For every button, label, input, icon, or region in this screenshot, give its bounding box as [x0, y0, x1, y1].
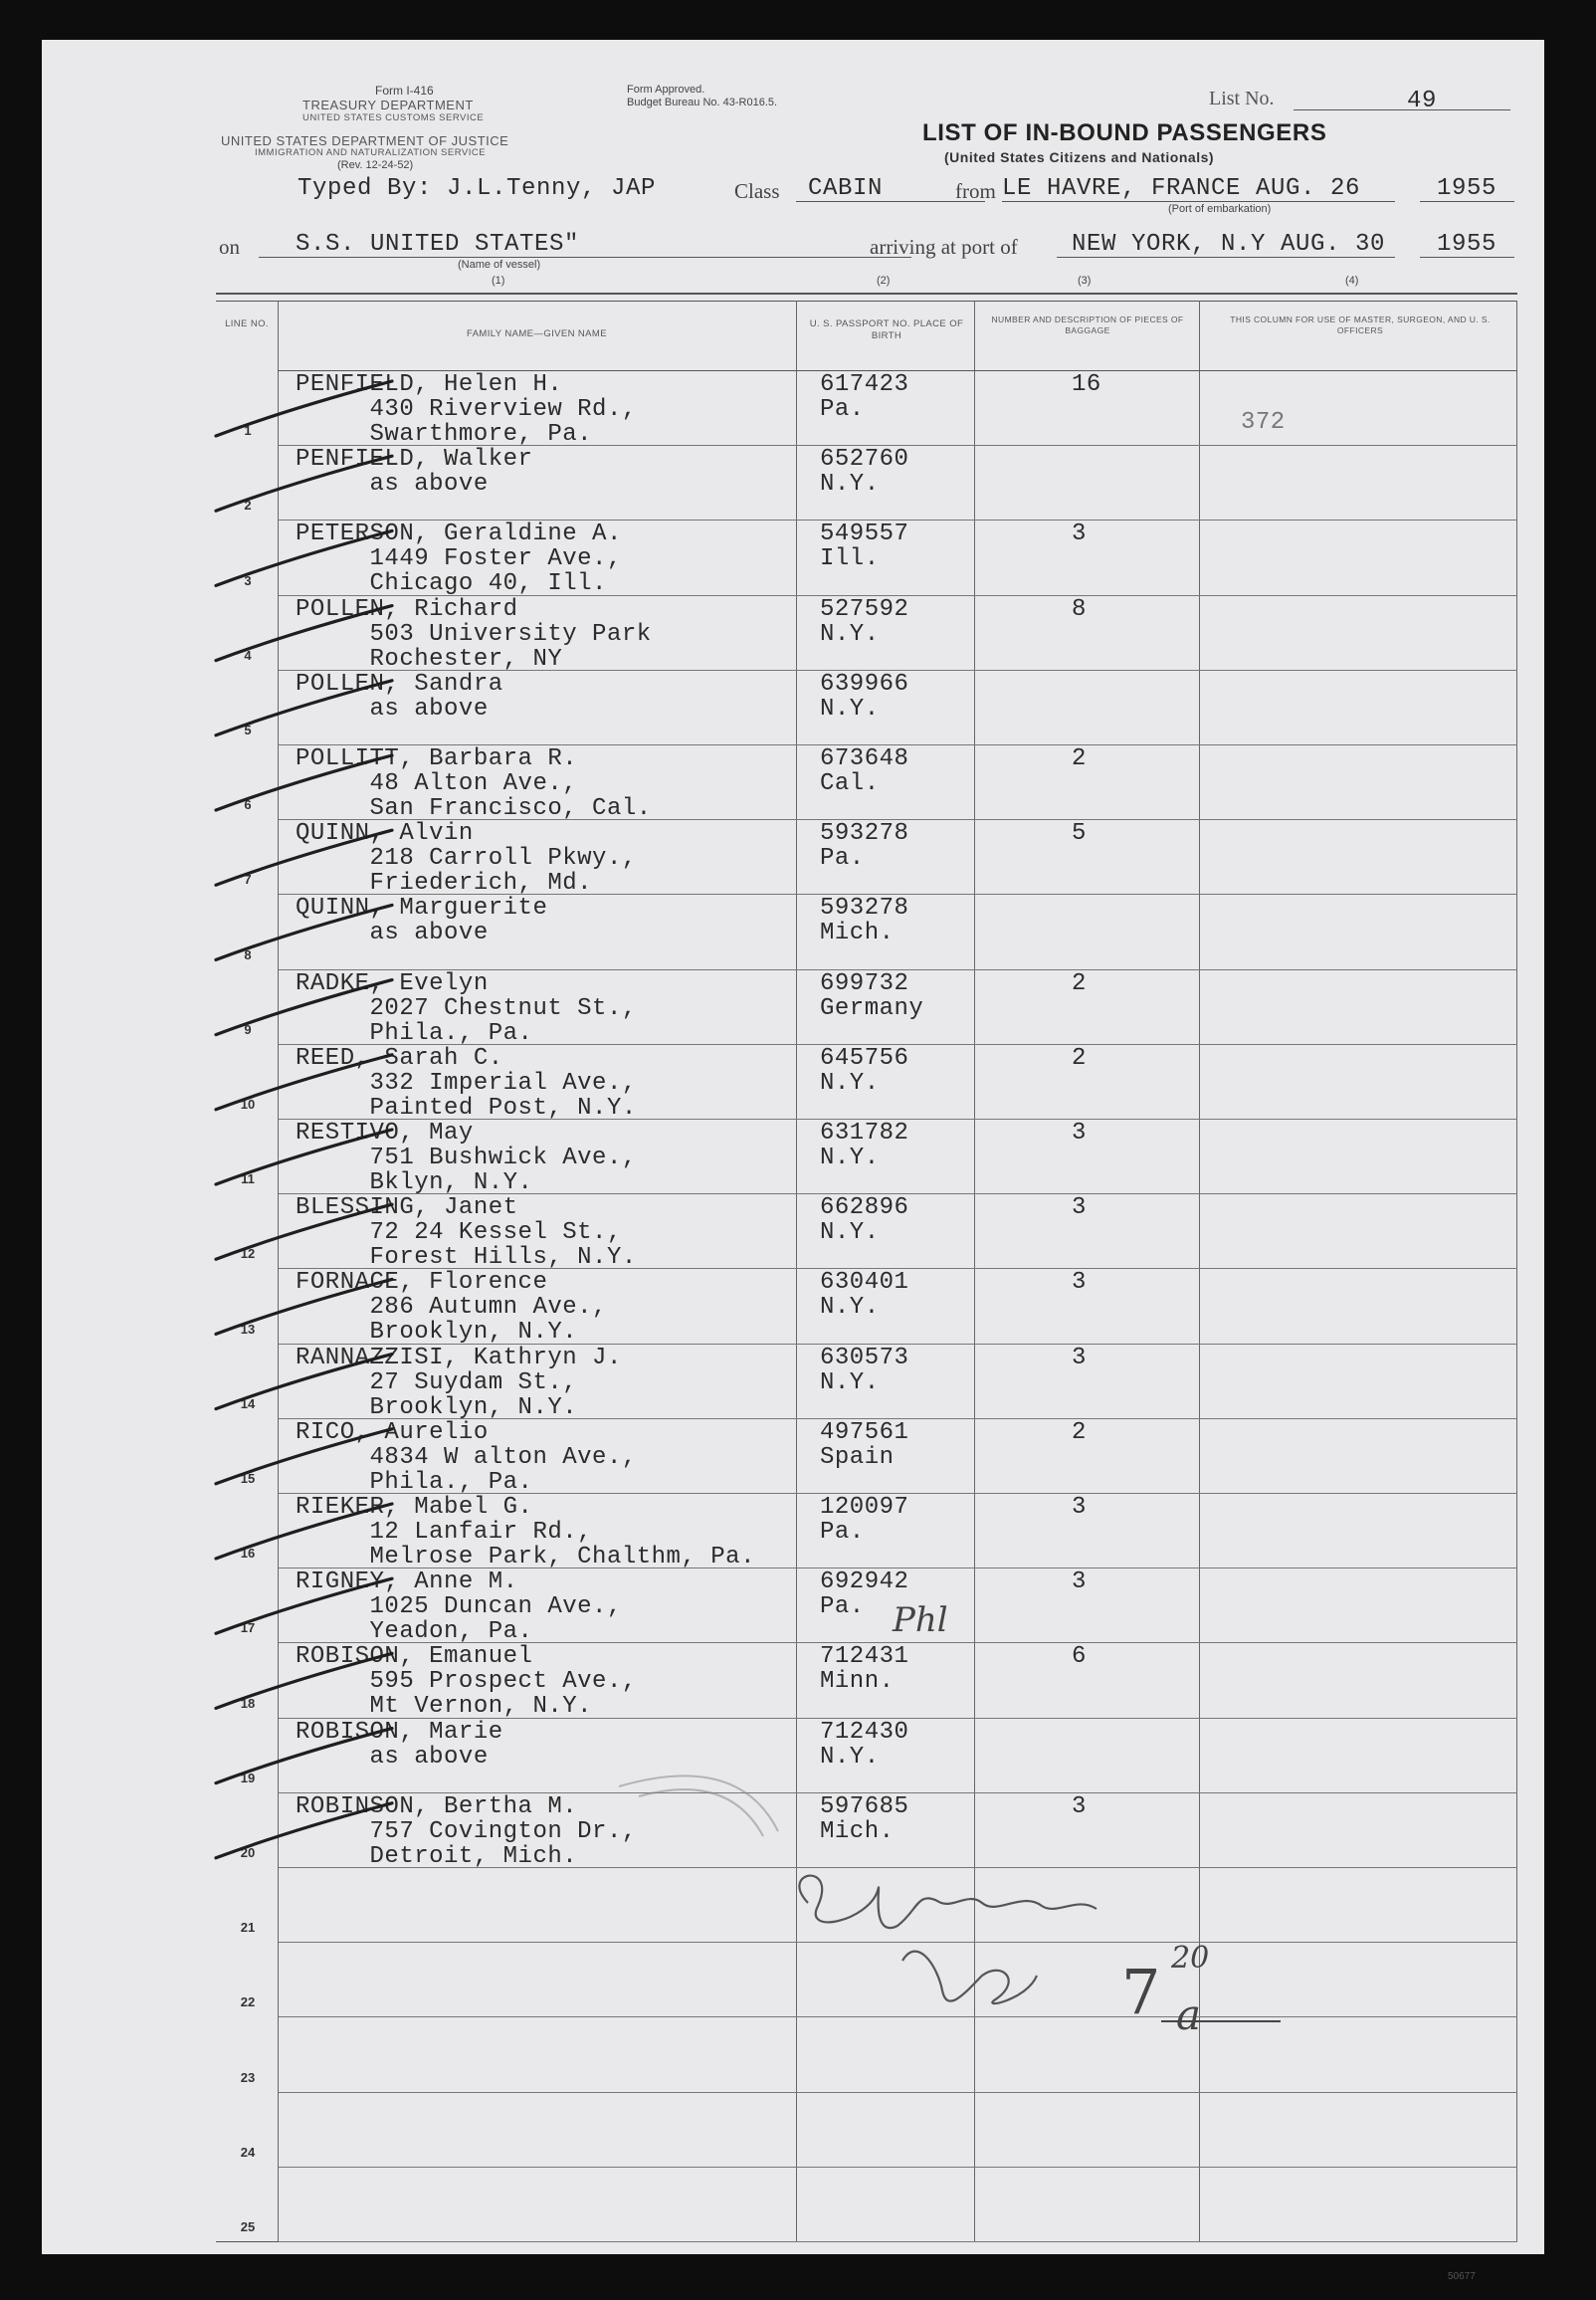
class-label: Class	[734, 179, 780, 203]
line-number: 17	[240, 1620, 256, 1636]
line-number: 19	[240, 1770, 256, 1785]
passenger-name-address: ROBINSON, Bertha M. 757 Covington Dr., Detroit, Mich.	[296, 1792, 637, 1870]
passenger-name-address: QUINN, Marguerite as above	[296, 895, 548, 947]
check-mark	[216, 905, 392, 959]
list-number-label: List No.	[1209, 88, 1275, 109]
check-mark	[216, 1653, 392, 1708]
passenger-name-address: POLLITT, Barbara R. 48 Alton Ave., San Francisco, Cal.	[296, 745, 652, 822]
line-number: 10	[240, 1097, 256, 1112]
check-mark	[216, 1204, 392, 1262]
line-number: 18	[240, 1695, 256, 1711]
check-mark	[216, 1130, 392, 1187]
line-number: 2	[244, 498, 252, 514]
passenger-name-address: RANNAZZISI, Kathryn J. 27 Suydam St., Brooklyn, N.Y.	[296, 1344, 622, 1421]
baggage-count: 3	[1072, 1120, 1087, 1147]
check-mark	[216, 1578, 392, 1636]
column-number-4: (4)	[1345, 275, 1359, 287]
baggage-count: 3	[1072, 1194, 1087, 1222]
passenger-name-address: BLESSING, Janet 72 24 Kessel St., Forest Hills, N.Y.	[296, 1194, 637, 1272]
line-number: 8	[244, 946, 252, 962]
baggage-count: 8	[1072, 595, 1087, 623]
baggage-count: 2	[1072, 1044, 1087, 1072]
embarkation-year: 1955	[1437, 175, 1497, 202]
faint-stamp	[619, 1776, 778, 1836]
line-number: 13	[240, 1321, 256, 1337]
check-mark	[216, 830, 392, 888]
line-number: 1	[244, 423, 252, 439]
passport-birthplace: 639966 N.Y.	[820, 670, 909, 723]
line-number: 7	[244, 872, 252, 888]
passport-birthplace: 527592 N.Y.	[820, 595, 909, 648]
arrival-port: NEW YORK, N.Y AUG. 30	[1072, 231, 1386, 258]
check-mark	[216, 1803, 392, 1858]
line-number: 9	[244, 1021, 252, 1037]
handwritten-page-mark-sub: a	[1176, 1990, 1202, 2039]
baggage-count: 3	[1072, 1269, 1087, 1297]
passenger-name-address: ROBISON, Marie as above	[296, 1718, 503, 1771]
form-approved: Form Approved.	[627, 84, 705, 96]
passport-birthplace: 597685 Mich.	[820, 1792, 909, 1845]
form-subtitle: (United States Citizens and Nationals)	[944, 149, 1215, 165]
line-number: 25	[240, 2219, 256, 2234]
list-number: 49	[1407, 88, 1438, 114]
document-page	[42, 40, 1544, 2282]
passenger-name-address: POLLEN, Sandra as above	[296, 670, 503, 723]
passport-birthplace: 662896 N.Y.	[820, 1194, 909, 1247]
customs-service: UNITED STATES CUSTOMS SERVICE	[302, 112, 485, 123]
passenger-name-address: RADKE, Evelyn 2027 Chestnut St., Phila., Pa.	[296, 969, 637, 1047]
column-header-passport: U. S. PASSPORT NO. PLACE OF BIRTH	[809, 318, 964, 341]
port-embarkation-caption: (Port of embarkation)	[1168, 203, 1272, 215]
baggage-count: 2	[1072, 1418, 1087, 1446]
form-number: Form I-416	[375, 84, 434, 98]
check-mark	[216, 606, 392, 661]
passenger-name-address: RESTIVO, May 751 Bushwick Ave., Bklyn, N.Y.	[296, 1120, 637, 1196]
column-number-3: (3)	[1078, 275, 1092, 287]
line-number: 5	[244, 723, 252, 737]
passport-birthplace: 692942 Pa.	[820, 1568, 909, 1621]
passenger-name-address: ROBISON, Emanuel 595 Prospect Ave., Mt Vernon, N.Y.	[296, 1643, 637, 1721]
line-number: 16	[240, 1546, 256, 1562]
footer-code: 50677	[1448, 2271, 1476, 2282]
handwritten-page-mark: 7	[1121, 1956, 1161, 2028]
baggage-count: 3	[1072, 1344, 1087, 1371]
check-mark	[216, 381, 392, 439]
line-number: 3	[244, 572, 252, 588]
passport-birthplace: 630573 N.Y.	[820, 1344, 909, 1396]
passenger-name-address: RIGNEY, Anne M. 1025 Duncan Ave., Yeadon, Pa.	[296, 1568, 622, 1646]
class-value: CABIN	[808, 175, 884, 202]
passport-birthplace: 617423 Pa.	[820, 371, 909, 423]
typed-by: Typed By: J.L.Tenny, JAP	[298, 175, 657, 202]
passport-birthplace: 699732 Germany	[820, 969, 924, 1022]
passenger-name-address: PENFIELD, Helen H. 430 Riverview Rd., Swarthmore, Pa.	[296, 371, 637, 448]
passport-birthplace: 673648 Cal.	[820, 745, 909, 797]
line-number: 6	[244, 797, 252, 813]
handwritten-page-mark-sup: 20	[1171, 1941, 1210, 1976]
passport-birthplace: 631782 N.Y.	[820, 1120, 909, 1171]
line-number: 20	[240, 1845, 256, 1860]
passport-birthplace: 497561 Spain	[820, 1418, 909, 1471]
check-marks	[42, 40, 1544, 2254]
form-title: LIST OF IN-BOUND PASSENGERS	[922, 119, 1327, 146]
baggage-count: 5	[1072, 820, 1087, 848]
passenger-name-address: REED, Sarah C. 332 Imperial Ave., Painted Post, N.Y.	[296, 1044, 637, 1122]
on-label: on	[219, 235, 240, 259]
passenger-name-address: FORNACE, Florence 286 Autumn Ave., Brooklyn, N.Y.	[296, 1269, 607, 1347]
line-number: 22	[240, 1994, 256, 2010]
check-mark	[216, 1504, 392, 1562]
passport-birthplace: 712431 Minn.	[820, 1643, 909, 1696]
column-header-name: FAMILY NAME—GIVEN NAME	[467, 328, 607, 339]
passport-birthplace: 652760 N.Y.	[820, 446, 909, 499]
column-number-1: (1)	[492, 275, 505, 287]
passenger-name-address: QUINN, Alvin 218 Carroll Pkwy., Friederich, Md.	[296, 820, 637, 898]
handwritten-phl: Phl	[893, 1600, 948, 1640]
line-number: 21	[240, 1920, 256, 1936]
passport-birthplace: 712430 N.Y.	[820, 1718, 909, 1771]
check-mark	[216, 980, 392, 1035]
from-label: from	[955, 179, 996, 203]
baggage-count: 3	[1072, 1792, 1087, 1820]
check-mark	[216, 1055, 392, 1110]
arrival-year: 1955	[1437, 231, 1497, 258]
check-mark	[216, 456, 392, 514]
check-mark	[216, 1279, 392, 1334]
check-mark	[216, 1355, 392, 1409]
passport-birthplace: 630401 N.Y.	[820, 1269, 909, 1322]
passport-birthplace: 593278 Mich.	[820, 895, 909, 947]
signature	[799, 1876, 1097, 2003]
port-of-embarkation: LE HAVRE, FRANCE AUG. 26	[1002, 175, 1361, 202]
vessel-name: S.S. UNITED STATES"	[296, 231, 580, 258]
passport-birthplace: 549557 Ill.	[820, 521, 909, 573]
baggage-count: 2	[1072, 969, 1087, 997]
justice-department: UNITED STATES DEPARTMENT OF JUSTICE	[221, 133, 509, 148]
passenger-name-address: RIEKER, Mabel G. 12 Lanfair Rd., Melrose Park, Chalthm, Pa.	[296, 1494, 755, 1570]
passport-birthplace: 593278 Pa.	[820, 820, 909, 873]
check-mark	[216, 1429, 392, 1484]
check-mark	[216, 530, 392, 585]
baggage-count: 6	[1072, 1643, 1087, 1671]
passenger-name-address: PETERSON, Geraldine A. 1449 Foster Ave., Chicago 40, Ill.	[296, 521, 622, 598]
line-number: 14	[240, 1395, 256, 1411]
baggage-count: 16	[1072, 371, 1101, 398]
baggage-count: 3	[1072, 1568, 1087, 1596]
treasury-department: TREASURY DEPARTMENT	[302, 98, 474, 112]
passport-birthplace: 120097 Pa.	[820, 1494, 909, 1546]
baggage-count: 3	[1072, 521, 1087, 548]
line-number: 12	[240, 1246, 256, 1262]
baggage-count: 2	[1072, 745, 1087, 772]
officer-note: 372	[1241, 409, 1286, 436]
passenger-name-address: POLLEN, Richard 503 University Park Rochester, NY	[296, 595, 652, 673]
check-mark	[216, 755, 392, 813]
baggage-count: 3	[1072, 1494, 1087, 1521]
line-number: 4	[244, 647, 252, 663]
immigration-service: IMMIGRATION AND NATURALIZATION SERVICE	[255, 147, 487, 158]
column-header-line: LINE NO.	[225, 318, 269, 329]
passenger-name-address: PENFIELD, Walker as above	[296, 446, 533, 499]
column-header-baggage: NUMBER AND DESCRIPTION OF PIECES OF BAGGAGE	[991, 314, 1184, 335]
passport-birthplace: 645756 N.Y.	[820, 1044, 909, 1097]
line-number: 24	[240, 2144, 256, 2160]
line-number: 11	[241, 1171, 255, 1187]
column-header-officers: THIS COLUMN FOR USE OF MASTER, SURGEON, AND U. S. OFFICERS	[1230, 314, 1491, 335]
check-mark	[216, 681, 392, 735]
arriving-label: arriving at port of	[870, 235, 1018, 259]
passenger-name-address: RICO, Aurelio 4834 W alton Ave., Phila., Pa.	[296, 1418, 637, 1496]
budget-bureau: Budget Bureau No. 43-R016.5.	[627, 97, 778, 108]
vessel-caption: (Name of vessel)	[458, 259, 541, 271]
line-number: 15	[240, 1471, 256, 1486]
check-mark	[216, 1729, 392, 1783]
column-number-2: (2)	[877, 275, 891, 287]
revision-date: (Rev. 12-24-52)	[337, 159, 414, 171]
line-number: 23	[240, 2069, 256, 2085]
